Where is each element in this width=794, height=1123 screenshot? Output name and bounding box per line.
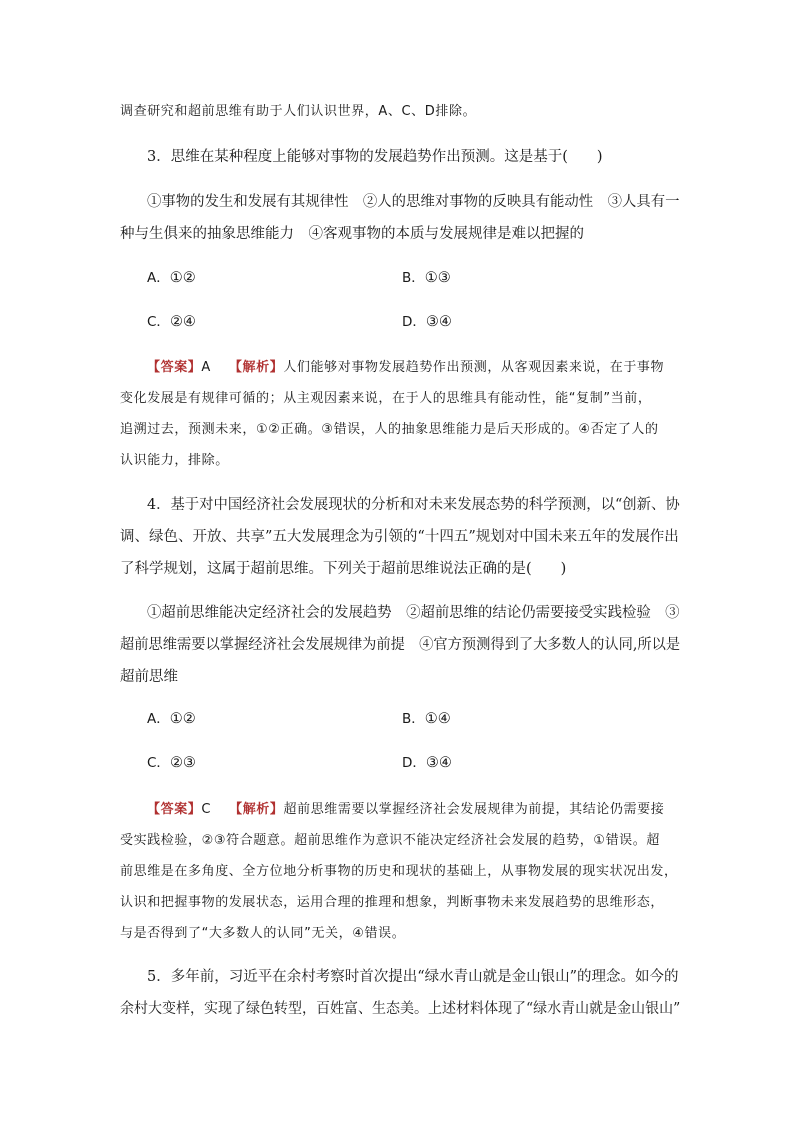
question-4-analysis-line-5: 与是否得到了“大多数人的认同”无关，④错误。 xyxy=(120,926,406,941)
question-3-option-b xyxy=(402,268,451,288)
question-3-option-c xyxy=(147,312,196,332)
option-text: ①④ xyxy=(424,711,451,727)
analysis-tag: 【解析】 xyxy=(229,802,284,817)
option-letter: D． xyxy=(402,314,426,330)
question-4-stem-line-3: 了科学规划，这属于超前思维。下列关于超前思维说法正确的是( ) xyxy=(120,561,567,577)
option-letter: B． xyxy=(402,270,425,286)
question-4-stem-line-1: 4．基于对中国经济社会发展现状的分析和对未来发展态势的科学预测，以“创新、协 xyxy=(147,497,680,513)
option-letter: A． xyxy=(147,270,170,286)
question-4-statements-line-2: 超前思维需要以掌握经济社会发展规律为前提 ④官方预测得到了大多数人的认同,所以是 xyxy=(120,637,681,653)
question-3-stem: 3．思维在某种程度上能够对事物的发展趋势作出预测。这是基于( ) xyxy=(147,149,603,165)
question-4-option-b xyxy=(402,709,451,729)
question-5-stem-line-1: 5．多年前，习近平在余村考察时首次提出“绿水青山就是金山银山”的理念。如今的 xyxy=(147,969,679,985)
question-3-analysis-line-4: 认识能力，排除。 xyxy=(120,453,229,468)
question-3-answer-line-1 xyxy=(147,358,664,378)
question-4-analysis-line-3: 前思维是在多角度、全方位地分析事物的历史和现状的基础上，从事物发展的现实状况出发， xyxy=(120,864,678,879)
question-3-option-d xyxy=(402,312,452,332)
question-4-statements-line-3: 超前思维 xyxy=(120,669,178,685)
question-4-option-d xyxy=(402,753,452,773)
analysis-text: 超前思维需要以掌握经济社会发展规律为前提，其结论仍需要接 xyxy=(283,802,665,817)
option-text: ②③ xyxy=(169,755,196,771)
question-5-stem-line-2: 余村大变样，实现了绿色转型，百姓富、生态美。上述材料体现了“绿水青山就是金山银山” xyxy=(120,1001,681,1017)
option-letter: A． xyxy=(147,711,170,727)
analysis-tag: 【解析】 xyxy=(228,360,284,375)
answer-tag: 【答案】 xyxy=(147,360,202,375)
previous-analysis-continuation: 调查研究和超前思维有助于人们认识世界，A、C、D排除。 xyxy=(120,104,477,119)
question-4-analysis-line-2: 受实践检验，②③符合题意。超前思维作为意识不能决定经济社会发展的趋势，①错误。超 xyxy=(120,833,660,848)
question-3-statements-line-1: ①事物的发生和发展有其规律性 ②人的思维对事物的反映具有能动性 ③人具有一 xyxy=(147,194,680,210)
question-3-option-a xyxy=(147,268,196,288)
option-text: ②④ xyxy=(169,314,196,330)
option-letter: C． xyxy=(147,755,170,771)
answer-tag: 【答案】 xyxy=(147,802,202,817)
option-text: ①② xyxy=(169,270,196,286)
option-letter: D． xyxy=(402,755,426,771)
question-3-analysis-line-3: 追溯过去，预测未来，①②正确。③错误，人的抽象思维能力是后天形成的。④否定了人的 xyxy=(120,422,659,437)
answer-value: C xyxy=(201,802,212,817)
question-4-statements-line-1: ①超前思维能决定经济社会的发展趋势 ②超前思维的结论仍需要接受实践检验 ③ xyxy=(147,605,680,621)
question-4-analysis-line-4: 认识和把握事物的发展状态，运用合理的推理和想象，判断事物未来发展趋势的思维形态， xyxy=(120,895,665,910)
analysis-text: 人们能够对事物发展趋势作出预测，从客观因素来说，在于事物 xyxy=(283,360,665,375)
question-4-option-a xyxy=(147,709,196,729)
question-4-stem-line-2: 调、绿色、开放、共享”五大发展理念为引领的“十四五”规划对中国未来五年的发展作出 xyxy=(120,529,679,545)
question-4-option-c xyxy=(147,753,196,773)
question-4-answer-line-1 xyxy=(147,800,664,820)
option-text: ③④ xyxy=(425,755,452,771)
option-text: ①② xyxy=(169,711,196,727)
option-text: ①③ xyxy=(424,270,451,286)
option-letter: B． xyxy=(402,711,425,727)
option-letter: C． xyxy=(147,314,170,330)
option-text: ③④ xyxy=(425,314,452,330)
answer-value: A xyxy=(201,360,211,375)
question-3-statements-line-2: 种与生俱来的抽象思维能力 ④客观事物的本质与发展规律是难以把握的 xyxy=(120,226,584,242)
question-3-analysis-line-2: 变化发展是有规律可循的；从主观因素来说，在于人的思维具有能动性，能“复制”当前， xyxy=(120,391,652,406)
